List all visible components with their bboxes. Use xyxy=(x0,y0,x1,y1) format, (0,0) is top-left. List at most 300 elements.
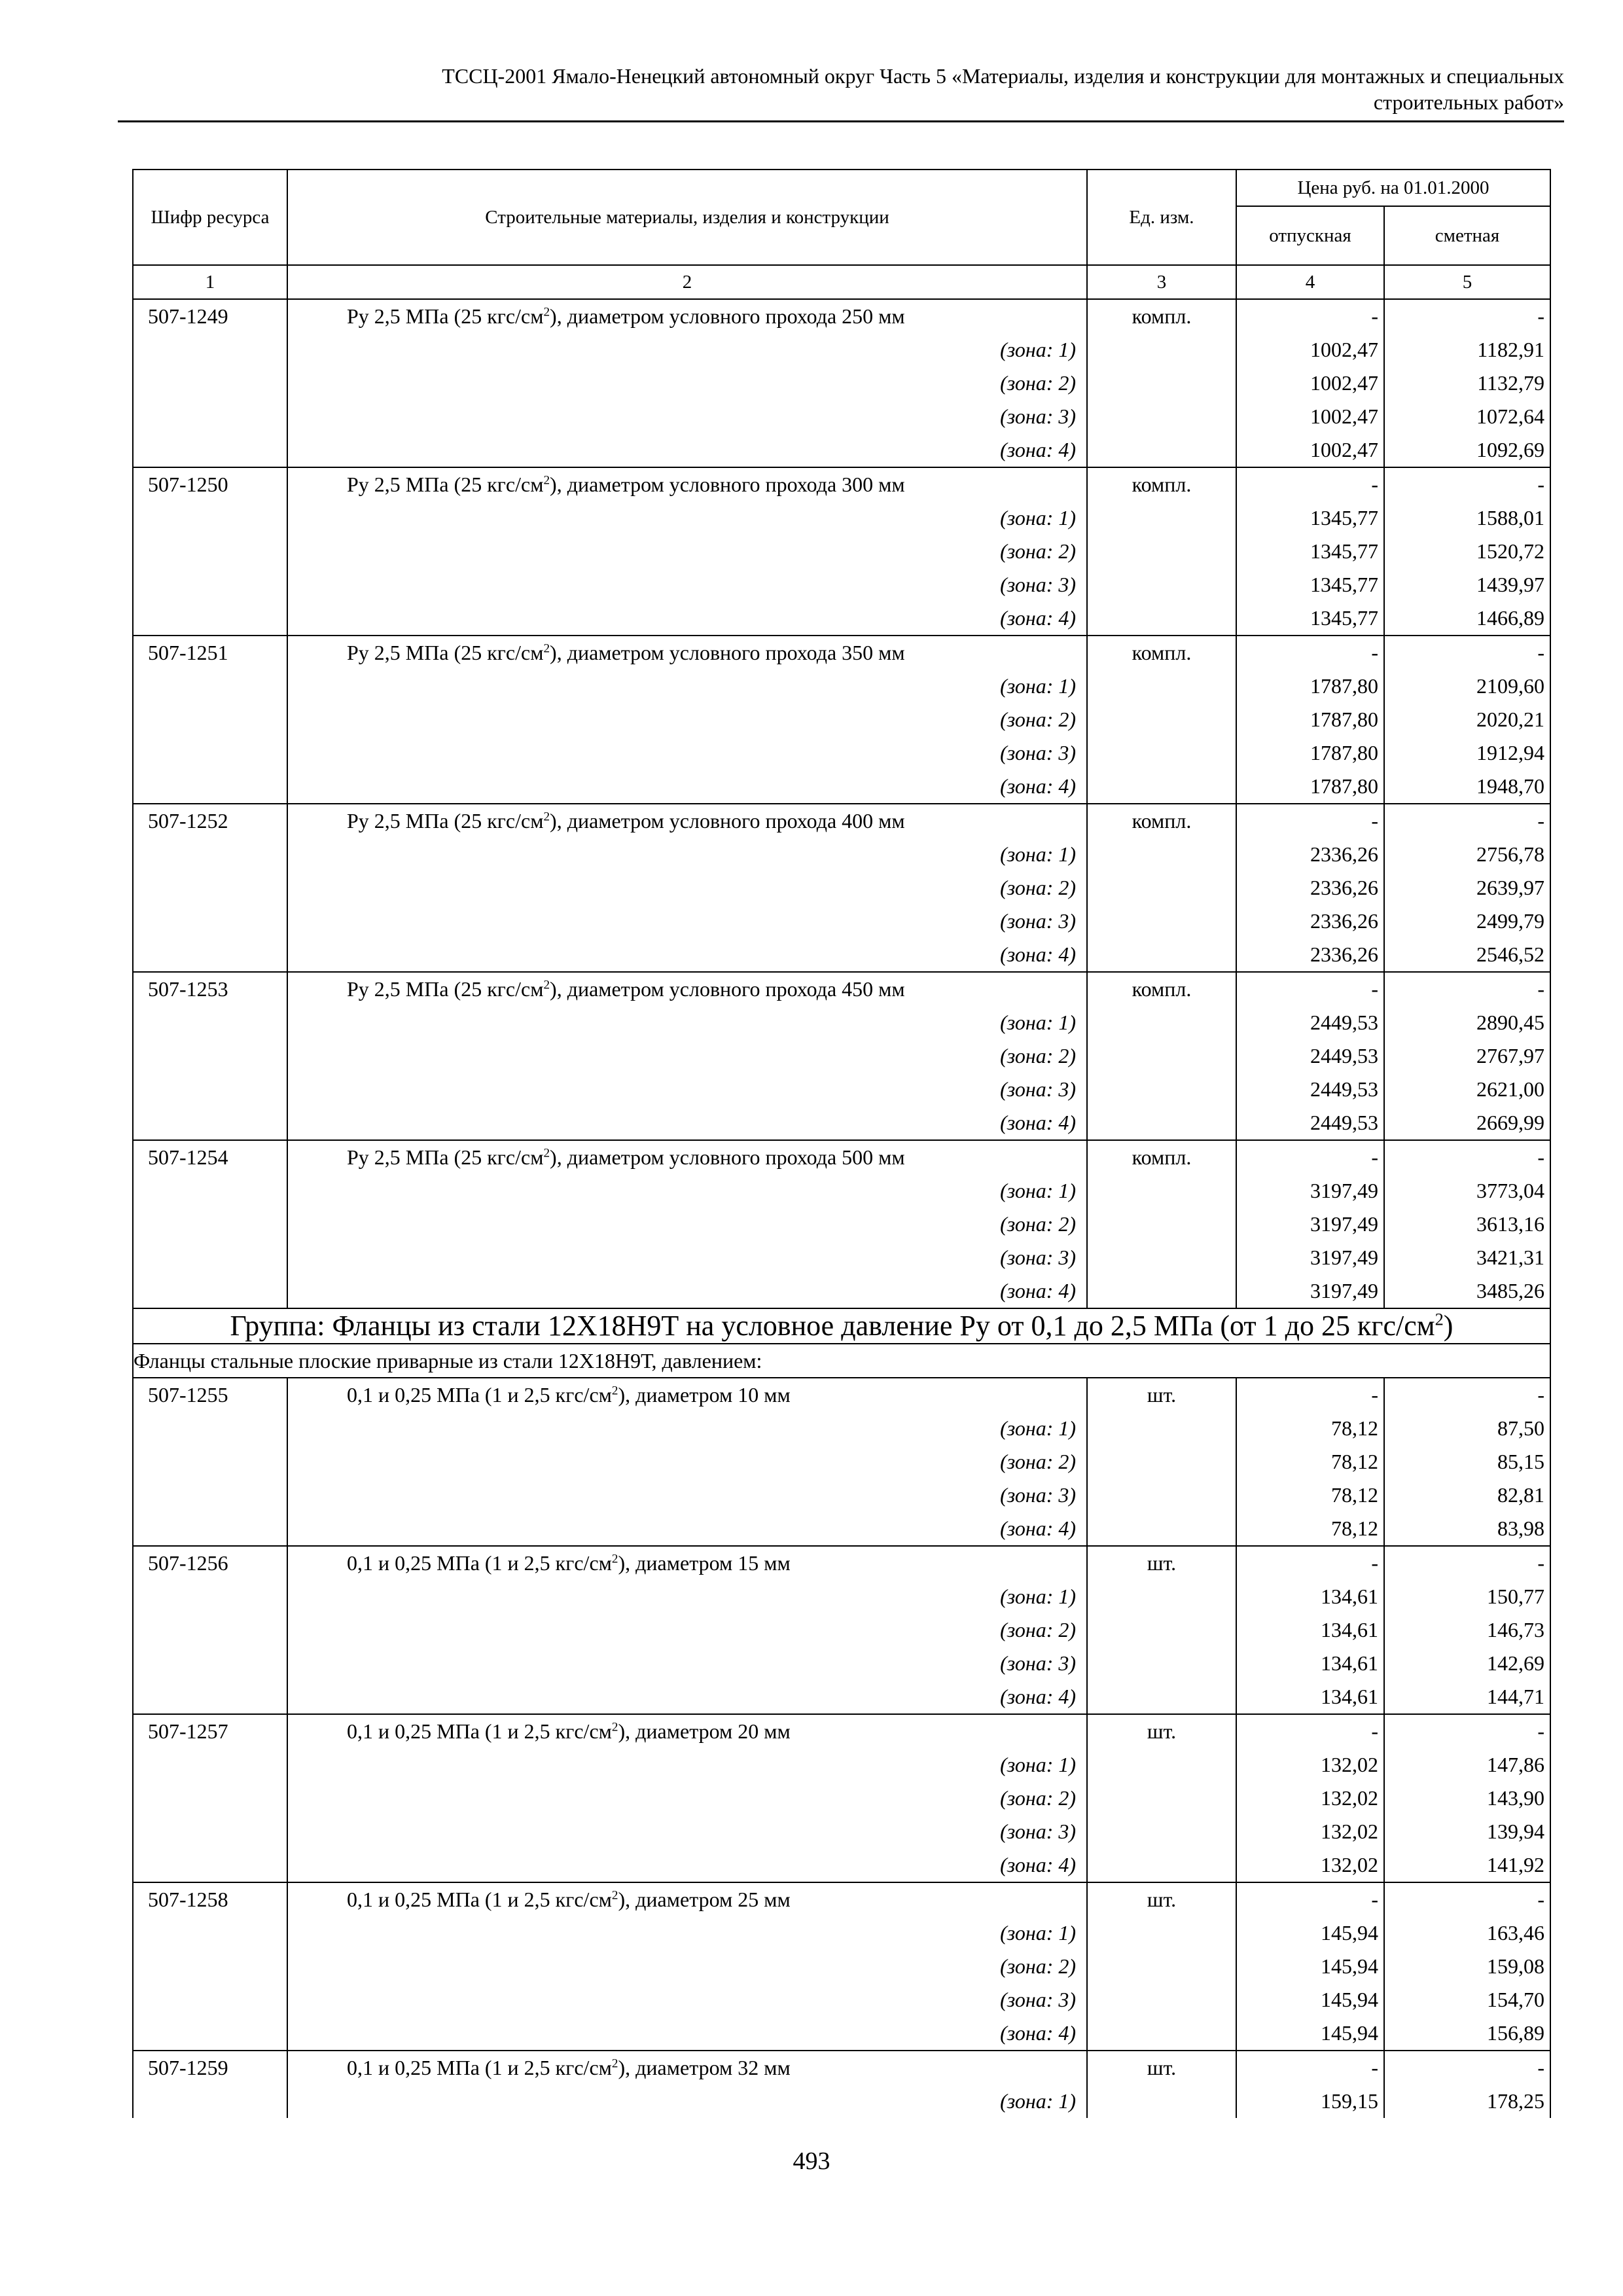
empty-cell xyxy=(1087,938,1236,972)
zone-label: (зона: 2) xyxy=(287,1950,1087,1983)
zone-row xyxy=(133,1479,1550,1512)
description-text-end: ), диаметром 20 мм xyxy=(618,1719,791,1743)
empty-cell xyxy=(133,905,287,938)
zone-row xyxy=(133,601,1550,636)
zone-label: (зона: 2) xyxy=(287,1782,1087,1815)
empty-cell xyxy=(1087,1580,1236,1613)
zone-label: (зона: 1) xyxy=(287,2085,1087,2118)
zone-row xyxy=(133,670,1550,703)
empty-cell xyxy=(1087,1782,1236,1815)
description-text-end: ), диаметром условного прохода 250 мм xyxy=(550,304,905,328)
unit: шт. xyxy=(1087,2051,1236,2085)
description-text-end: ), диаметром условного прохода 450 мм xyxy=(550,977,905,1001)
zone-row xyxy=(133,1580,1550,1613)
empty-cell xyxy=(1087,770,1236,804)
empty-cell xyxy=(1087,670,1236,703)
empty-cell xyxy=(133,501,287,535)
release-price: 1345,77 xyxy=(1236,568,1384,601)
estimate-price: 142,69 xyxy=(1384,1647,1550,1680)
zone-row xyxy=(133,1916,1550,1950)
col-number-4: 4 xyxy=(1236,265,1384,299)
release-price-dash: - xyxy=(1236,972,1384,1006)
empty-cell xyxy=(1087,1916,1236,1950)
unit: компл. xyxy=(1087,972,1236,1006)
zone-row xyxy=(133,1848,1550,1882)
empty-cell xyxy=(133,871,287,905)
empty-cell xyxy=(1087,601,1236,636)
estimate-price: 2756,78 xyxy=(1384,838,1550,871)
zone-label: (зона: 4) xyxy=(287,2017,1087,2051)
zone-row xyxy=(133,1241,1550,1274)
release-price: 134,61 xyxy=(1236,1680,1384,1714)
unit: компл. xyxy=(1087,804,1236,838)
release-price: 1787,80 xyxy=(1236,670,1384,703)
description-text-end: ), диаметром 10 мм xyxy=(618,1383,791,1407)
estimate-price: 141,92 xyxy=(1384,1848,1550,1882)
item-description xyxy=(287,1882,1087,1916)
empty-cell xyxy=(1087,1848,1236,1882)
col-number-1: 1 xyxy=(133,265,287,299)
release-price: 78,12 xyxy=(1236,1512,1384,1546)
description-text-end: ), диаметром 25 мм xyxy=(618,1888,791,1911)
empty-cell xyxy=(133,736,287,770)
item-description xyxy=(287,467,1087,501)
estimate-price: 143,90 xyxy=(1384,1782,1550,1815)
empty-cell xyxy=(1087,501,1236,535)
empty-cell xyxy=(1087,1073,1236,1106)
col-number-2: 2 xyxy=(287,265,1087,299)
zone-row xyxy=(133,1815,1550,1848)
zone-row xyxy=(133,1950,1550,1983)
unit: компл. xyxy=(1087,467,1236,501)
col-header-price: Цена руб. на 01.01.2000 xyxy=(1236,170,1550,206)
estimate-price: 150,77 xyxy=(1384,1580,1550,1613)
empty-cell xyxy=(133,1916,287,1950)
unit: шт. xyxy=(1087,1882,1236,1916)
estimate-price-dash: - xyxy=(1384,1140,1550,1174)
item-description xyxy=(287,299,1087,333)
header-line-1: ТССЦ-2001 Ямало-Ненецкий автономный округ Часть 5 «Материалы, изделия и конструкции для монтажных и специальных xyxy=(442,64,1564,88)
release-price: 1002,47 xyxy=(1236,367,1384,400)
release-price: 132,02 xyxy=(1236,1815,1384,1848)
empty-cell xyxy=(133,568,287,601)
release-price: 134,61 xyxy=(1236,1647,1384,1680)
release-price: 3197,49 xyxy=(1236,1241,1384,1274)
release-price: 2449,53 xyxy=(1236,1106,1384,1140)
estimate-price: 1466,89 xyxy=(1384,601,1550,636)
zone-row xyxy=(133,1613,1550,1647)
zone-label: (зона: 3) xyxy=(287,1647,1087,1680)
estimate-price: 2621,00 xyxy=(1384,1073,1550,1106)
estimate-price: 1132,79 xyxy=(1384,367,1550,400)
description-superscript: 2 xyxy=(543,473,550,488)
release-price: 132,02 xyxy=(1236,1748,1384,1782)
empty-cell xyxy=(1087,1412,1236,1445)
resource-code: 507-1252 xyxy=(133,804,287,838)
description-text: Ру 2,5 МПа (25 кгс/см xyxy=(347,473,544,496)
group-heading-text: Группа: Фланцы из стали 12Х18Н9Т на условное давление Ру от 0,1 до 2,5 МПа (от 1 до 25 кгс/см xyxy=(230,1310,1435,1342)
release-price: 2336,26 xyxy=(1236,871,1384,905)
description-text-end: ), диаметром 32 мм xyxy=(618,2056,791,2079)
empty-cell xyxy=(133,1006,287,1039)
col-header-materials: Строительные материалы, изделия и конструкции xyxy=(287,170,1087,265)
col-number-3: 3 xyxy=(1087,265,1236,299)
zone-label: (зона: 3) xyxy=(287,1073,1087,1106)
empty-cell xyxy=(1087,1006,1236,1039)
resource-code: 507-1256 xyxy=(133,1546,287,1580)
unit: компл. xyxy=(1087,1140,1236,1174)
empty-cell xyxy=(1087,367,1236,400)
page-number: 493 xyxy=(793,2147,830,2175)
table-row xyxy=(133,636,1550,670)
empty-cell xyxy=(133,1512,287,1546)
zone-label: (зона: 2) xyxy=(287,1445,1087,1479)
estimate-price: 159,08 xyxy=(1384,1950,1550,1983)
empty-cell xyxy=(133,703,287,736)
empty-cell xyxy=(133,1241,287,1274)
release-price: 134,61 xyxy=(1236,1580,1384,1613)
zone-label: (зона: 1) xyxy=(287,1006,1087,1039)
empty-cell xyxy=(1087,871,1236,905)
estimate-price: 146,73 xyxy=(1384,1613,1550,1647)
estimate-price: 1912,94 xyxy=(1384,736,1550,770)
item-description xyxy=(287,1378,1087,1412)
zone-label: (зона: 3) xyxy=(287,905,1087,938)
zone-label: (зона: 1) xyxy=(287,1748,1087,1782)
estimate-price-dash: - xyxy=(1384,636,1550,670)
item-description xyxy=(287,636,1087,670)
zone-row xyxy=(133,501,1550,535)
description-text: 0,1 и 0,25 МПа (1 и 2,5 кгс/см xyxy=(347,1383,612,1407)
zone-label: (зона: 2) xyxy=(287,1613,1087,1647)
zone-label: (зона: 2) xyxy=(287,1039,1087,1073)
estimate-price: 154,70 xyxy=(1384,1983,1550,2017)
release-price: 1002,47 xyxy=(1236,333,1384,367)
estimate-price: 1072,64 xyxy=(1384,400,1550,433)
estimate-price-dash: - xyxy=(1384,299,1550,333)
release-price: 3197,49 xyxy=(1236,1274,1384,1308)
zone-label: (зона: 4) xyxy=(287,1512,1087,1546)
zone-row xyxy=(133,2017,1550,2051)
zone-row xyxy=(133,367,1550,400)
estimate-price: 2020,21 xyxy=(1384,703,1550,736)
description-text: 0,1 и 0,25 МПа (1 и 2,5 кгс/см xyxy=(347,2056,612,2079)
release-price: 78,12 xyxy=(1236,1445,1384,1479)
empty-cell xyxy=(133,1479,287,1512)
empty-cell xyxy=(1087,2017,1236,2051)
zone-row xyxy=(133,770,1550,804)
resource-code: 507-1255 xyxy=(133,1378,287,1412)
empty-cell xyxy=(133,1174,287,1208)
zone-row xyxy=(133,1073,1550,1106)
zone-row xyxy=(133,703,1550,736)
empty-cell xyxy=(133,1647,287,1680)
empty-cell xyxy=(1087,333,1236,367)
empty-cell xyxy=(1087,703,1236,736)
running-header xyxy=(118,63,1564,115)
release-price: 134,61 xyxy=(1236,1613,1384,1647)
release-price-dash: - xyxy=(1236,299,1384,333)
empty-cell xyxy=(133,1748,287,1782)
description-text-end: ), диаметром условного прохода 400 мм xyxy=(550,809,905,833)
estimate-price-dash: - xyxy=(1384,972,1550,1006)
description-text: Ру 2,5 МПа (25 кгс/см xyxy=(347,977,544,1001)
estimate-price: 2546,52 xyxy=(1384,938,1550,972)
estimate-price-dash: - xyxy=(1384,804,1550,838)
release-price-dash: - xyxy=(1236,1546,1384,1580)
empty-cell xyxy=(133,1039,287,1073)
zone-row xyxy=(133,433,1550,467)
empty-cell xyxy=(133,1208,287,1241)
estimate-price: 82,81 xyxy=(1384,1479,1550,1512)
estimate-price: 147,86 xyxy=(1384,1748,1550,1782)
empty-cell xyxy=(1087,535,1236,568)
description-text: 0,1 и 0,25 МПа (1 и 2,5 кгс/см xyxy=(347,1719,612,1743)
description-text-end: ), диаметром условного прохода 300 мм xyxy=(550,473,905,496)
estimate-price-dash: - xyxy=(1384,1714,1550,1748)
zone-row xyxy=(133,1106,1550,1140)
empty-cell xyxy=(133,1445,287,1479)
release-price: 2449,53 xyxy=(1236,1073,1384,1106)
empty-cell xyxy=(133,1950,287,1983)
description-superscript: 2 xyxy=(611,1552,618,1566)
zone-row xyxy=(133,905,1550,938)
empty-cell xyxy=(1087,1174,1236,1208)
release-price-dash: - xyxy=(1236,636,1384,670)
estimate-price: 1588,01 xyxy=(1384,501,1550,535)
release-price: 132,02 xyxy=(1236,1782,1384,1815)
empty-cell xyxy=(1087,838,1236,871)
estimate-price-dash: - xyxy=(1384,467,1550,501)
release-price: 2449,53 xyxy=(1236,1006,1384,1039)
zone-row xyxy=(133,871,1550,905)
description-text: Ру 2,5 МПа (25 кгс/см xyxy=(347,1145,544,1169)
estimate-price: 1182,91 xyxy=(1384,333,1550,367)
unit: компл. xyxy=(1087,299,1236,333)
empty-cell xyxy=(133,1613,287,1647)
empty-cell xyxy=(133,1815,287,1848)
empty-cell xyxy=(133,400,287,433)
zone-row xyxy=(133,1006,1550,1039)
empty-cell xyxy=(1087,1983,1236,2017)
estimate-price-dash: - xyxy=(1384,1378,1550,1412)
release-price: 145,94 xyxy=(1236,1916,1384,1950)
description-superscript: 2 xyxy=(543,1146,550,1160)
resource-code: 507-1253 xyxy=(133,972,287,1006)
zone-row xyxy=(133,736,1550,770)
item-description xyxy=(287,1714,1087,1748)
table-row xyxy=(133,2051,1550,2085)
unit: компл. xyxy=(1087,636,1236,670)
empty-cell xyxy=(1087,1512,1236,1546)
empty-cell xyxy=(1087,1680,1236,1714)
release-price: 1345,77 xyxy=(1236,501,1384,535)
empty-cell xyxy=(133,2017,287,2051)
release-price: 145,94 xyxy=(1236,1983,1384,2017)
estimate-price: 2109,60 xyxy=(1384,670,1550,703)
table-row xyxy=(133,467,1550,501)
zone-row xyxy=(133,1680,1550,1714)
header-rule xyxy=(118,120,1564,122)
zone-row xyxy=(133,568,1550,601)
zone-row xyxy=(133,1512,1550,1546)
subheading-row xyxy=(133,1344,1550,1378)
empty-cell xyxy=(1087,568,1236,601)
empty-cell xyxy=(133,1073,287,1106)
zone-row xyxy=(133,1174,1550,1208)
zone-label: (зона: 3) xyxy=(287,1983,1087,2017)
release-price: 78,12 xyxy=(1236,1479,1384,1512)
group-heading-superscript: 2 xyxy=(1435,1309,1444,1329)
empty-cell xyxy=(133,367,287,400)
empty-cell xyxy=(1087,1815,1236,1848)
item-description xyxy=(287,2051,1087,2085)
zone-label: (зона: 4) xyxy=(287,938,1087,972)
zone-row xyxy=(133,400,1550,433)
estimate-price: 1948,70 xyxy=(1384,770,1550,804)
item-description xyxy=(287,1546,1087,1580)
col-header-release-price: отпускная xyxy=(1236,206,1384,265)
empty-cell xyxy=(133,601,287,636)
empty-cell xyxy=(133,1782,287,1815)
description-text: Ру 2,5 МПа (25 кгс/см xyxy=(347,641,544,664)
empty-cell xyxy=(1087,1613,1236,1647)
zone-row xyxy=(133,1208,1550,1241)
empty-cell xyxy=(1087,1208,1236,1241)
estimate-price: 87,50 xyxy=(1384,1412,1550,1445)
release-price: 2336,26 xyxy=(1236,905,1384,938)
empty-cell xyxy=(133,1848,287,1882)
description-text: 0,1 и 0,25 МПа (1 и 2,5 кгс/см xyxy=(347,1551,612,1575)
col-header-estimate-price: сметная xyxy=(1384,206,1550,265)
estimate-price: 1520,72 xyxy=(1384,535,1550,568)
empty-cell xyxy=(133,1106,287,1140)
zone-label: (зона: 4) xyxy=(287,770,1087,804)
zone-row xyxy=(133,333,1550,367)
release-price: 2449,53 xyxy=(1236,1039,1384,1073)
estimate-price: 3613,16 xyxy=(1384,1208,1550,1241)
empty-cell xyxy=(1087,433,1236,467)
item-description xyxy=(287,972,1087,1006)
description-superscript: 2 xyxy=(543,810,550,824)
item-description xyxy=(287,1140,1087,1174)
estimate-price: 139,94 xyxy=(1384,1815,1550,1848)
unit: шт. xyxy=(1087,1378,1236,1412)
zone-row xyxy=(133,1748,1550,1782)
table-row xyxy=(133,1140,1550,1174)
estimate-price-dash: - xyxy=(1384,1546,1550,1580)
empty-cell xyxy=(1087,1748,1236,1782)
empty-cell xyxy=(1087,1950,1236,1983)
release-price: 1345,77 xyxy=(1236,535,1384,568)
zone-label: (зона: 3) xyxy=(287,1815,1087,1848)
release-price: 2336,26 xyxy=(1236,938,1384,972)
zone-label: (зона: 1) xyxy=(287,501,1087,535)
estimate-price: 3421,31 xyxy=(1384,1241,1550,1274)
empty-cell xyxy=(1087,1106,1236,1140)
release-price-dash: - xyxy=(1236,1378,1384,1412)
estimate-price-dash: - xyxy=(1384,1882,1550,1916)
release-price: 1787,80 xyxy=(1236,703,1384,736)
resource-code: 507-1249 xyxy=(133,299,287,333)
zone-label: (зона: 4) xyxy=(287,433,1087,467)
zone-row xyxy=(133,838,1550,871)
estimate-price-dash: - xyxy=(1384,2051,1550,2085)
estimate-price: 1439,97 xyxy=(1384,568,1550,601)
header-line-2: строительных работ» xyxy=(1373,90,1564,114)
release-price: 1345,77 xyxy=(1236,601,1384,636)
zone-row xyxy=(133,1983,1550,2017)
release-price: 2336,26 xyxy=(1236,838,1384,871)
estimate-price: 83,98 xyxy=(1384,1512,1550,1546)
estimate-price: 3773,04 xyxy=(1384,1174,1550,1208)
description-text: Ру 2,5 МПа (25 кгс/см xyxy=(347,304,544,328)
release-price-dash: - xyxy=(1236,1882,1384,1916)
release-price: 3197,49 xyxy=(1236,1174,1384,1208)
empty-cell xyxy=(133,670,287,703)
zone-label: (зона: 1) xyxy=(287,1174,1087,1208)
empty-cell xyxy=(133,1580,287,1613)
table-row xyxy=(133,1882,1550,1916)
zone-label: (зона: 1) xyxy=(287,1580,1087,1613)
estimate-price: 144,71 xyxy=(1384,1680,1550,1714)
group-heading xyxy=(133,1308,1550,1344)
empty-cell xyxy=(133,2085,287,2118)
empty-cell xyxy=(1087,1039,1236,1073)
release-price: 159,15 xyxy=(1236,2085,1384,2118)
resource-code: 507-1251 xyxy=(133,636,287,670)
zone-row xyxy=(133,1782,1550,1815)
estimate-price: 178,25 xyxy=(1384,2085,1550,2118)
release-price: 145,94 xyxy=(1236,2017,1384,2051)
zone-row xyxy=(133,535,1550,568)
empty-cell xyxy=(1087,736,1236,770)
zone-label: (зона: 2) xyxy=(287,703,1087,736)
group-heading-text-end: ) xyxy=(1443,1310,1454,1342)
zone-row xyxy=(133,1445,1550,1479)
empty-cell xyxy=(133,333,287,367)
estimate-price: 163,46 xyxy=(1384,1916,1550,1950)
resource-code: 507-1250 xyxy=(133,467,287,501)
zone-row xyxy=(133,1039,1550,1073)
empty-cell xyxy=(133,433,287,467)
col-header-unit: Ед. изм. xyxy=(1087,170,1236,265)
zone-label: (зона: 2) xyxy=(287,1208,1087,1241)
zone-label: (зона: 1) xyxy=(287,333,1087,367)
release-price: 1002,47 xyxy=(1236,433,1384,467)
price-table xyxy=(132,169,1551,2118)
release-price-dash: - xyxy=(1236,467,1384,501)
empty-cell xyxy=(1087,1647,1236,1680)
col-header-code: Шифр ресурса xyxy=(133,170,287,265)
unit: шт. xyxy=(1087,1714,1236,1748)
description-text-end: ), диаметром условного прохода 500 мм xyxy=(550,1145,905,1169)
empty-cell xyxy=(1087,400,1236,433)
release-price: 78,12 xyxy=(1236,1412,1384,1445)
estimate-price: 3485,26 xyxy=(1384,1274,1550,1308)
zone-label: (зона: 3) xyxy=(287,568,1087,601)
zone-row xyxy=(133,1647,1550,1680)
zone-label: (зона: 1) xyxy=(287,1916,1087,1950)
empty-cell xyxy=(1087,905,1236,938)
zone-label: (зона: 1) xyxy=(287,838,1087,871)
zone-row xyxy=(133,1274,1550,1308)
estimate-price: 2669,99 xyxy=(1384,1106,1550,1140)
empty-cell xyxy=(133,1274,287,1308)
zone-label: (зона: 3) xyxy=(287,1241,1087,1274)
zone-label: (зона: 1) xyxy=(287,1412,1087,1445)
release-price-dash: - xyxy=(1236,2051,1384,2085)
